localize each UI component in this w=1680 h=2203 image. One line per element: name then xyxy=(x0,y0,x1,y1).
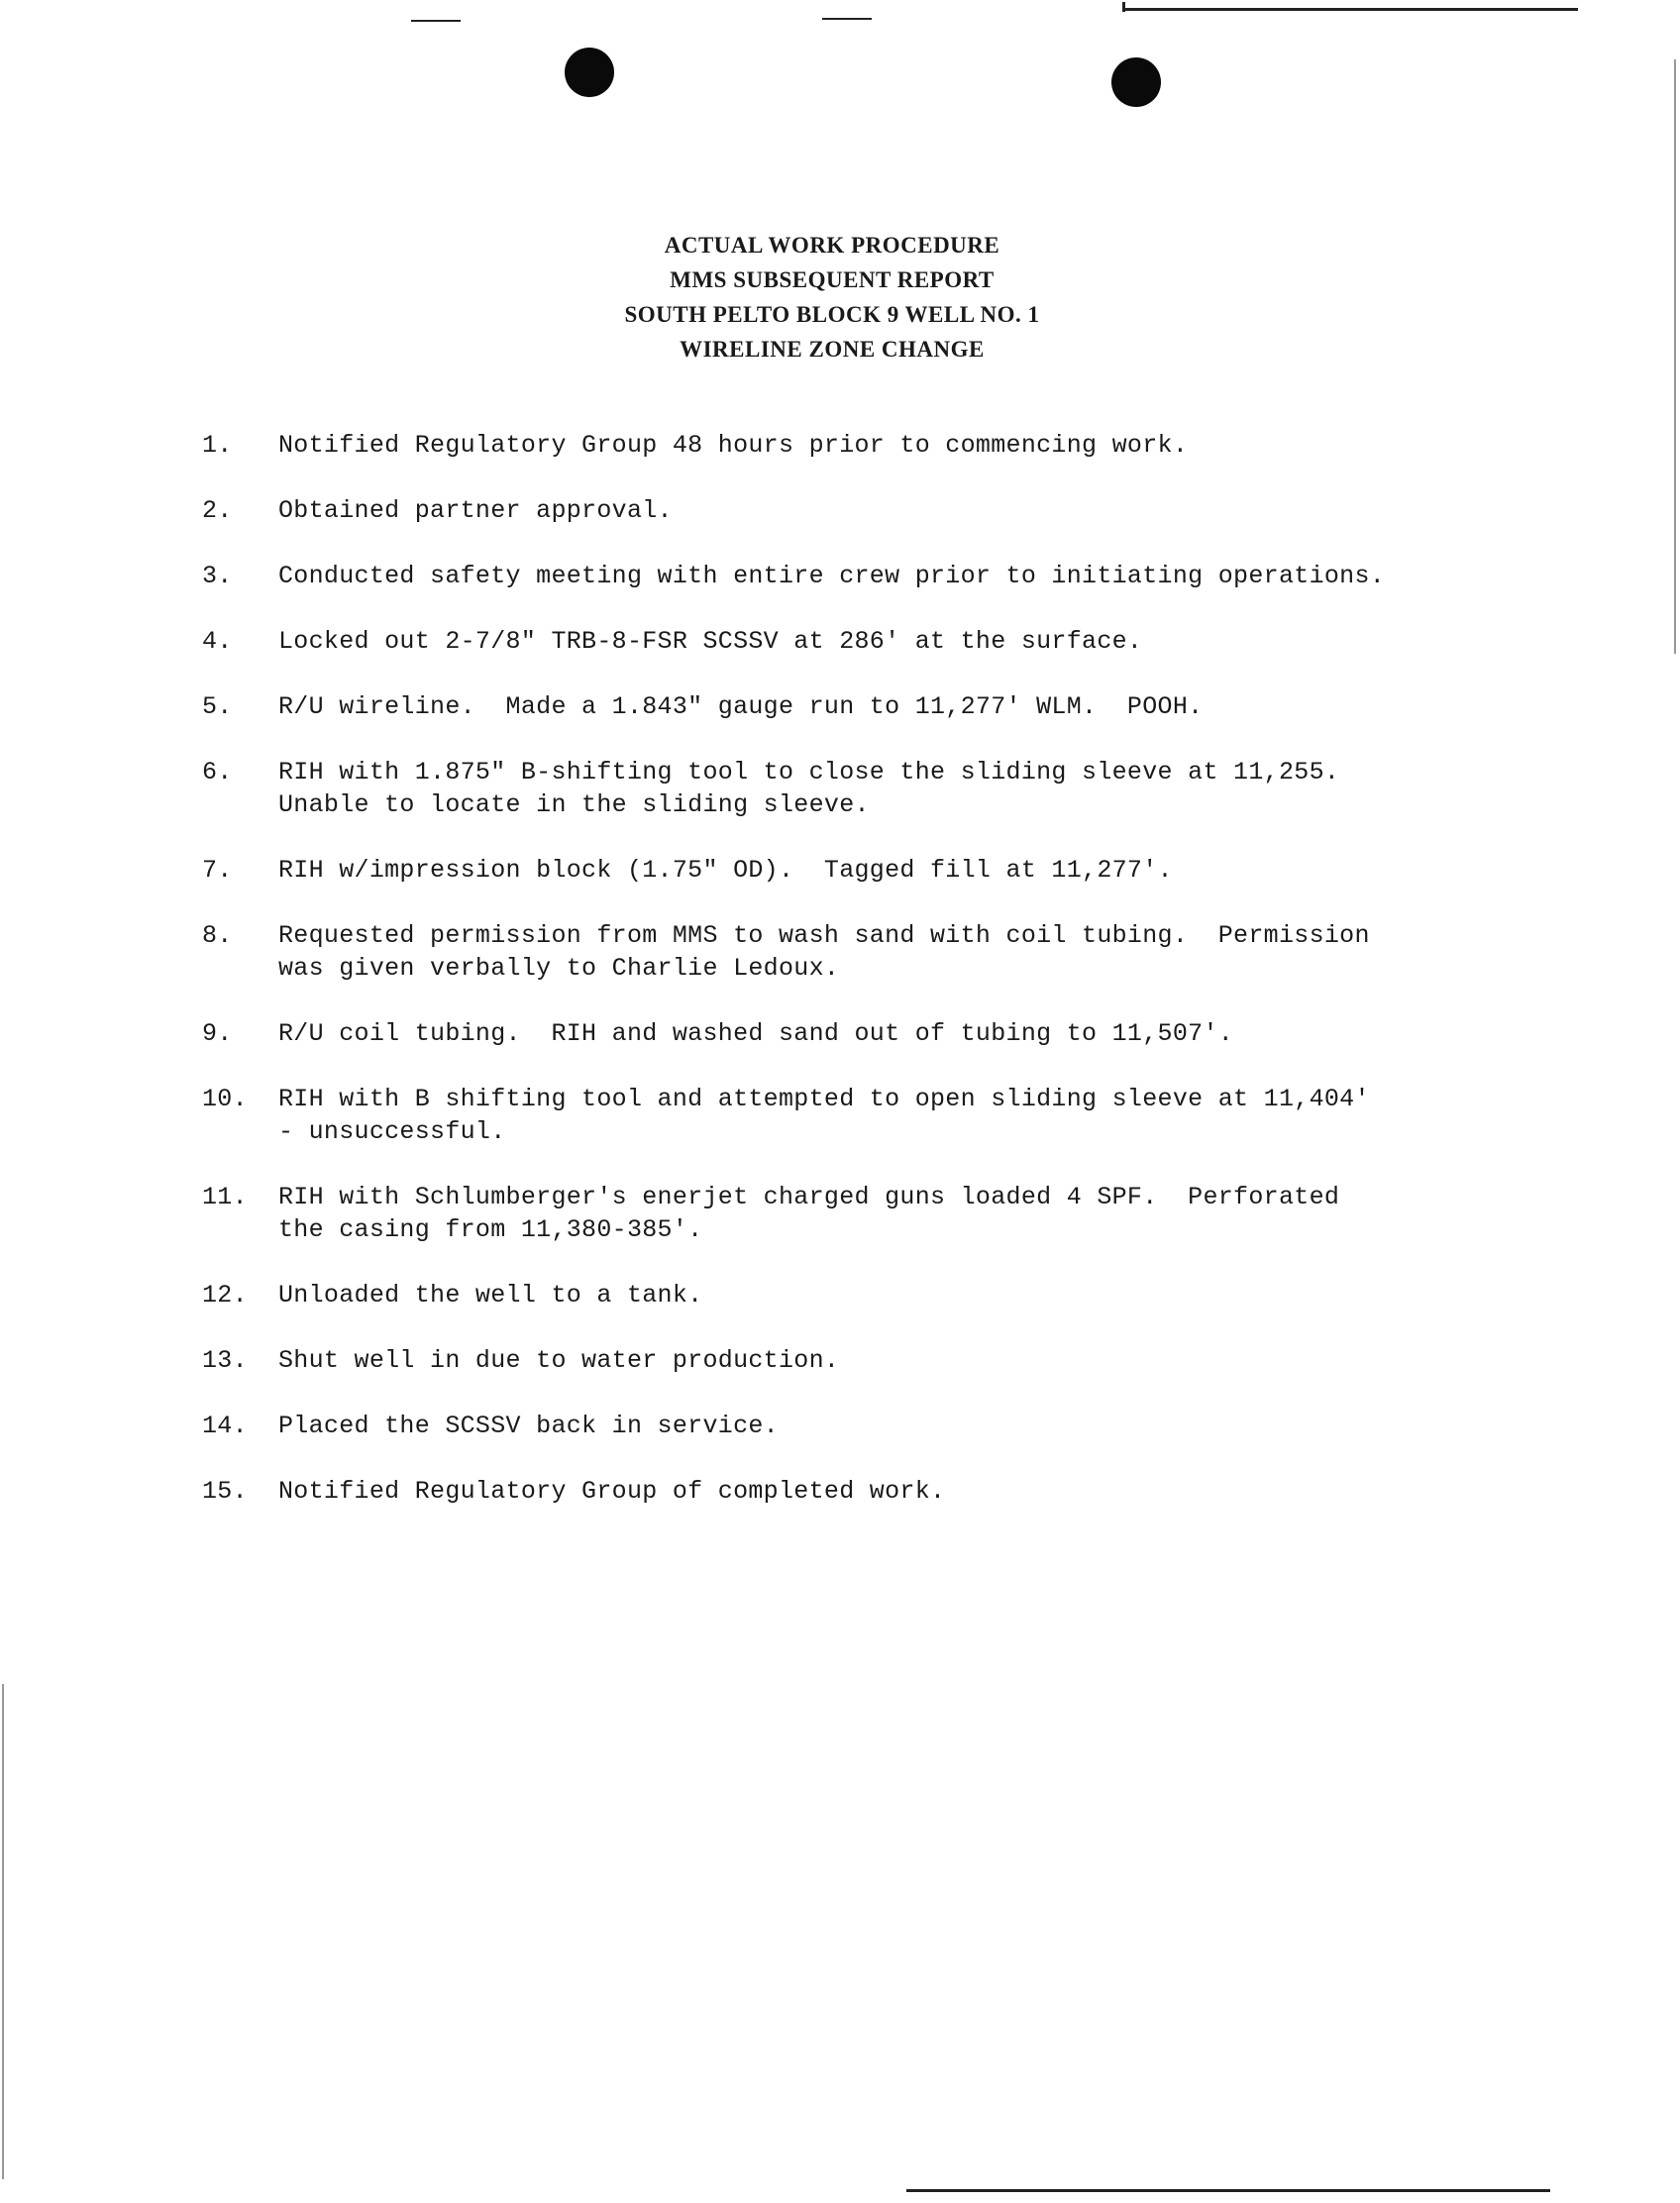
item-text: Locked out 2-7/8" TRB-8-FSR SCSSV at 286' at the surface. xyxy=(278,627,1143,656)
item-number: 12. xyxy=(202,1281,248,1310)
punch-hole xyxy=(565,48,614,97)
item-number: 6. xyxy=(202,758,233,787)
item-text: Placed the SCSSV back in service. xyxy=(278,1412,779,1440)
item-text: R/U coil tubing. RIH and washed sand out of tubing to 11,507'. xyxy=(278,1019,1234,1048)
item-text: RIH w/impression block (1.75" OD). Tagged fill at 11,277'. xyxy=(278,856,1173,885)
scan-mark xyxy=(1674,59,1676,654)
procedure-item xyxy=(202,690,1510,723)
item-number: 3. xyxy=(202,562,233,590)
item-text: RIH with B shifting tool and attempted to open sliding sleeve at 11,404' - unsuccessful. xyxy=(278,1085,1370,1146)
item-text: RIH with 1.875" B-shifting tool to close the sliding sleeve at 11,255. Unable to locate in the sliding sleeve. xyxy=(278,758,1340,819)
procedure-item xyxy=(202,1344,1510,1377)
item-text: Conducted safety meeting with entire crew prior to initiating operations. xyxy=(278,562,1386,590)
item-text: Requested permission from MMS to wash sand with coil tubing. Permission was given verbally to Charlie Ledoux. xyxy=(278,921,1370,983)
item-number: 8. xyxy=(202,921,233,950)
item-number: 1. xyxy=(202,431,233,460)
scan-mark xyxy=(1122,2,1125,12)
header-title: ACTUAL WORK PROCEDURE xyxy=(664,233,1000,258)
procedure-item xyxy=(202,756,1510,821)
scan-mark xyxy=(1122,8,1578,11)
procedure-item xyxy=(202,494,1510,527)
item-number: 10. xyxy=(202,1085,248,1113)
header-job: WIRELINE ZONE CHANGE xyxy=(680,337,985,362)
item-number: 15. xyxy=(202,1477,248,1506)
item-text: R/U wireline. Made a 1.843" gauge run to 11,277' WLM. POOH. xyxy=(278,692,1204,721)
scan-mark xyxy=(822,18,872,20)
procedure-item xyxy=(202,1279,1510,1311)
item-number: 14. xyxy=(202,1412,248,1440)
item-number: 11. xyxy=(202,1183,248,1211)
procedure-item xyxy=(202,919,1510,985)
item-number: 4. xyxy=(202,627,233,656)
procedure-item xyxy=(202,429,1510,462)
procedure-item xyxy=(202,854,1510,887)
scan-mark xyxy=(411,20,461,22)
scan-mark xyxy=(906,2189,1550,2192)
procedure-item xyxy=(202,1083,1510,1148)
item-text: Shut well in due to water production. xyxy=(278,1346,840,1375)
procedure-item xyxy=(202,1017,1510,1050)
header-subtitle: MMS SUBSEQUENT REPORT xyxy=(670,267,995,292)
procedure-item xyxy=(202,1181,1510,1246)
item-text: Unloaded the well to a tank. xyxy=(278,1281,703,1310)
document-header xyxy=(555,228,1109,367)
scan-mark xyxy=(2,1684,4,2179)
item-text: Notified Regulatory Group 48 hours prior to commencing work. xyxy=(278,431,1189,460)
item-number: 7. xyxy=(202,856,233,885)
header-location: SOUTH PELTO BLOCK 9 WELL NO. 1 xyxy=(624,302,1040,327)
item-text: Obtained partner approval. xyxy=(278,496,673,525)
item-text: Notified Regulatory Group of completed work. xyxy=(278,1477,946,1506)
item-number: 2. xyxy=(202,496,233,525)
procedure-list xyxy=(202,429,1510,1540)
item-text: RIH with Schlumberger's enerjet charged guns loaded 4 SPF. Perforated the casing from 11,380-385'. xyxy=(278,1183,1340,1244)
procedure-item xyxy=(202,1410,1510,1442)
item-number: 9. xyxy=(202,1019,233,1048)
procedure-item xyxy=(202,560,1510,592)
procedure-item xyxy=(202,625,1510,658)
item-number: 5. xyxy=(202,692,233,721)
punch-hole xyxy=(1111,57,1161,107)
item-number: 13. xyxy=(202,1346,248,1375)
procedure-item xyxy=(202,1475,1510,1508)
